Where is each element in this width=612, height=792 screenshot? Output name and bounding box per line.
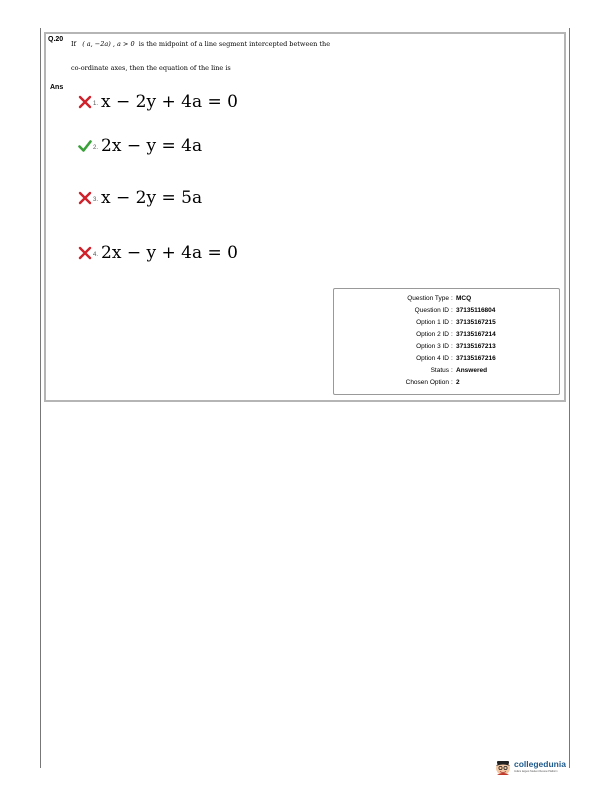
question-stem-line1 [71, 40, 330, 48]
meta-key: Option 4 ID [416, 355, 449, 362]
stem-point-math: ( a, −2a) , a > 0 [82, 40, 135, 48]
cross-icon [78, 191, 92, 205]
question-number: Q.20 [48, 36, 64, 43]
option-expression: x − 2y = 5a [101, 188, 203, 208]
option-number: 2. [93, 145, 99, 151]
logo-tagline: India's largest Student Review Platform [514, 770, 558, 773]
meta-value: 37135167216 [456, 355, 496, 362]
option-3 [78, 186, 202, 210]
cross-icon [78, 95, 92, 109]
answer-label: Ans [50, 84, 64, 91]
check-icon [78, 139, 92, 153]
meta-value: 37135167214 [456, 331, 496, 338]
meta-key: Status [430, 367, 449, 374]
meta-value: 37135167215 [456, 319, 496, 326]
meta-value: MCQ [456, 295, 472, 302]
meta-value: Answered [456, 367, 488, 374]
meta-value: 37135167213 [456, 343, 496, 350]
option-number: 3. [93, 197, 99, 203]
stem-suffix: is the midpoint of a line segment intercepted between the [138, 40, 331, 48]
meta-key: Question Type [407, 295, 449, 302]
stem-prefix: If [71, 40, 76, 48]
option-4 [78, 241, 238, 265]
meta-key: Option 2 ID [416, 331, 449, 338]
meta-value: 37135116804 [456, 307, 496, 314]
cross-icon [78, 246, 92, 260]
logo-wordmark: collegedunia [514, 759, 566, 769]
collegedunia-logo[interactable] [494, 756, 570, 778]
meta-key: Option 1 ID [416, 319, 449, 326]
page-rule-right [569, 28, 570, 768]
question-stem-line2: co-ordinate axes, then the equation of the line is [71, 64, 231, 72]
option-expression: 2x − y = 4a [101, 136, 203, 156]
meta-value: 2 [456, 379, 460, 386]
question-meta-box: Question Type : MCQ Question ID : 37135116804 Option 1 ID : 37135167215 Option 2 ID : 37135167214 Option 3 ID : 37135167213 Option 4 ID : 37135167216 Status : Answered Chosen Option : 2 [333, 288, 560, 395]
mascot-avatar-icon [494, 758, 512, 776]
option-expression: 2x − y + 4a = 0 [101, 243, 238, 263]
option-number: 1. [93, 101, 99, 107]
option-2 [78, 134, 202, 158]
meta-key: Question ID [414, 307, 449, 314]
page-rule-left [40, 28, 41, 768]
option-expression: x − 2y + 4a = 0 [101, 92, 238, 112]
meta-key: Chosen Option [405, 379, 449, 386]
option-number: 4. [93, 252, 99, 258]
option-1 [78, 90, 238, 114]
meta-key: Option 3 ID [416, 343, 449, 350]
